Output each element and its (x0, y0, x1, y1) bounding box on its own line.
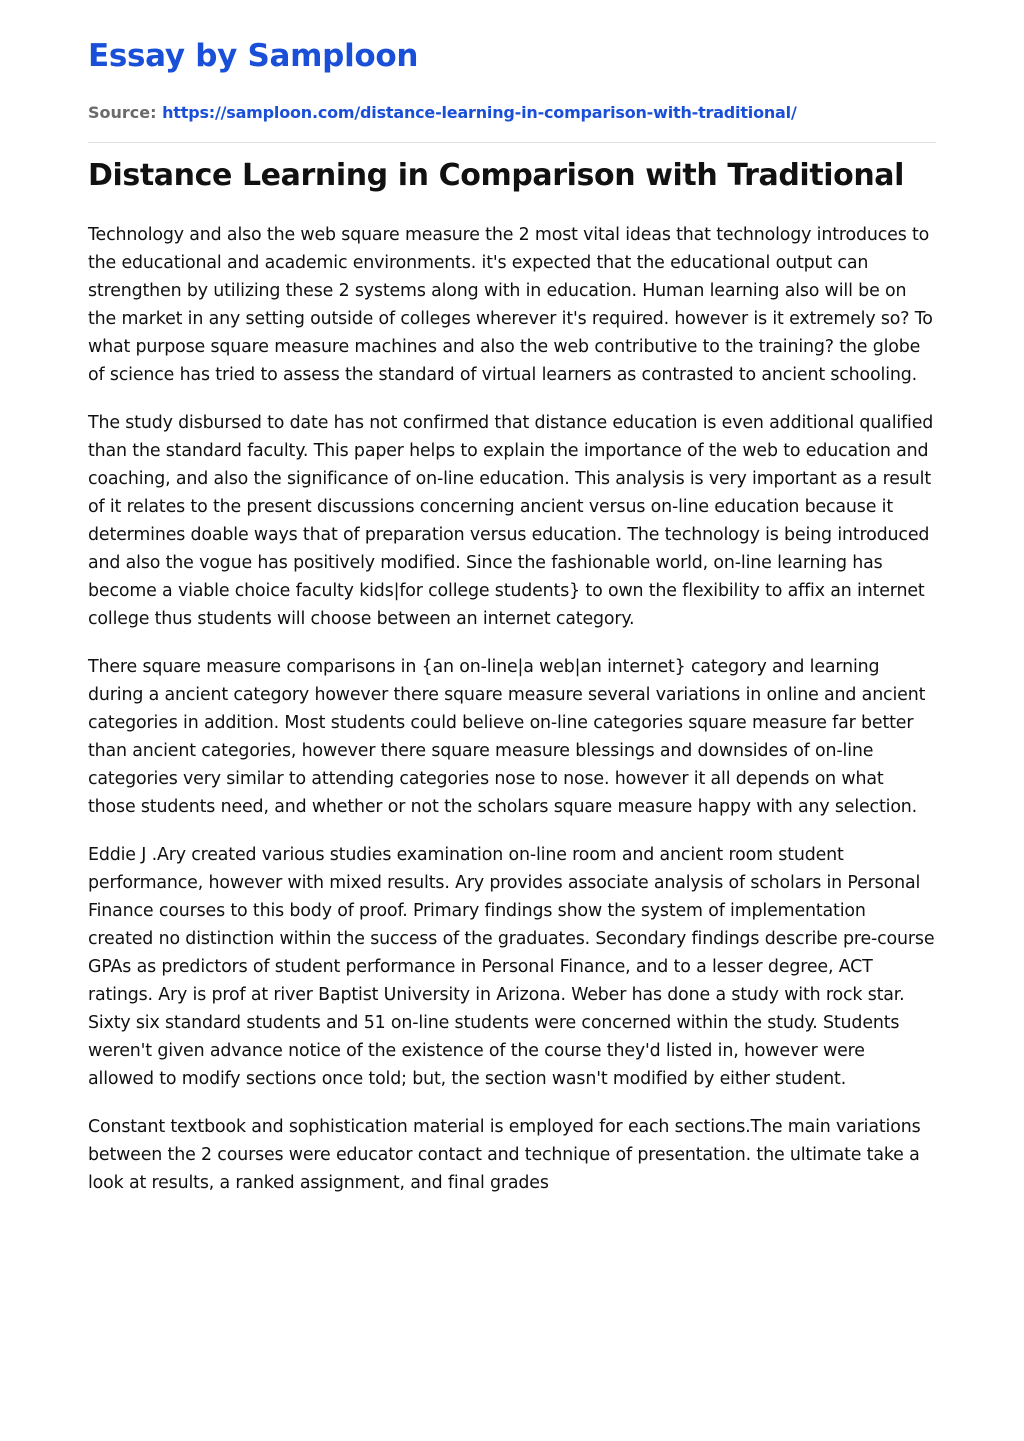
essay-paragraph-1: Technology and also the web square measure the 2 most vital ideas that technology introduces to the educational and academic environments. it's expected that the educational output can strengthen by utilizing these 2 systems along with in education. Human learning also will be on the market in any setting outside of colleges wherever it's required. however is it extremely so? To what purpose square measure machines and also the web contributive to the training? the globe of science has tried to assess the standard of virtual learners as contrasted to ancient schooling. (88, 225, 933, 385)
essay-title: Distance Learning in Comparison with Traditional (88, 158, 905, 193)
source-label: Source: (88, 103, 163, 122)
essay-body (88, 221, 936, 1217)
essay-paragraph-3: There square measure comparisons in {an on-line|a web|an internet} category and learning during a ancient category however there square measure several variations in online and ancient categories in addition. Most students could believe on-line categories square measure far better than ancient categories, however there square measure blessings and downsides of on-line categories very similar to attending categories nose to nose. however it all depends on what those students need, and whether or not the scholars square measure happy with any selection. (88, 657, 926, 817)
header-divider (88, 142, 936, 143)
source-line (88, 102, 797, 124)
essay-paragraph-2: The study disbursed to date has not confirmed that distance education is even additional qualified than the standard faculty. This paper helps to explain the importance of the web to education and coaching, and also the significance of on-line education. This analysis is very important as a result of it relates to the present discussions concerning ancient versus on-line education because it determines doable ways that of preparation versus education. The technology is being introduced and also the vogue has positively modified. Since the fashionable world, on-line learning has become a viable choice faculty kids|for college students} to own the flexibility to affix an internet college thus students will choose between an internet category. (88, 413, 934, 629)
site-brand-title: Essay by Samploon (88, 38, 419, 74)
essay-paragraph-5: Constant textbook and sophistication material is employed for each sections.The main variations between the 2 courses were educator contact and technique of presentation. the ultimate take a look at results, a ranked assignment, and final grades (88, 1117, 921, 1193)
source-link[interactable]: https://samploon.com/distance-learning-in-comparison-with-traditional/ (162, 103, 797, 122)
essay-paragraph-4: Eddie J .Ary created various studies examination on-line room and ancient room student performance, however with mixed results. Ary provides associate analysis of scholars in Personal Finance courses to this body of proof. Primary findings show the system of implementation created no distinction within the success of the graduates. Secondary findings describe pre-course GPAs as predictors of student performance in Personal Finance, and to a lesser degree, ACT ratings. Ary is prof at river Baptist University in Arizona. Weber has done a study with rock star. Sixty six standard students and 51 on-line students were concerned within the study. Students weren't given advance notice of the existence of the course they'd listed in, however were allowed to modify sections once told; but, the section wasn't modified by either student. (88, 845, 935, 1089)
